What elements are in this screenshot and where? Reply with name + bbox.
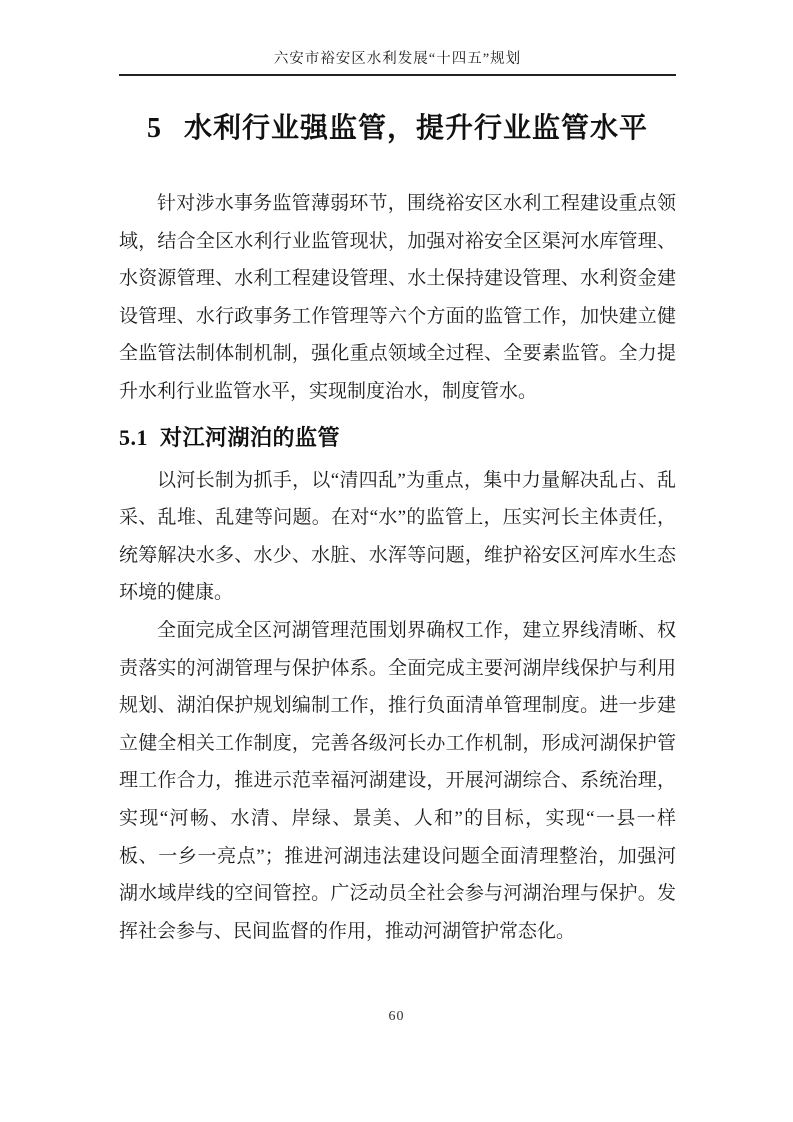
- chapter-number: 5: [146, 113, 162, 144]
- running-header: [119, 0, 676, 76]
- chapter-title: [119, 108, 676, 149]
- section-paragraph-1: 以河长制为抓手，以“清四乱”为重点，集中力量解决乱占、乱采、乱堆、乱建等问题。在对“水”的监管上，压实河长主体责任，统筹解决水多、水少、水脏、水浑等问题，维护裕安区河库水生态环境的健康。: [119, 469, 676, 604]
- section-heading: [119, 423, 676, 453]
- page-content: [119, 0, 676, 950]
- section-paragraph-2: 全面完成全区河湖管理范围划界确权工作，建立界线清晰、权责落实的河湖管理与保护体系。全面完成主要河湖岸线保护与利用规划、湖泊保护规划编制工作，推行负面清单管理制度。进一步建立健全相关工作制度，完善各级河长办工作机制，形成河湖保护管理工作合力，推进示范幸福河湖建设，开展河湖综合、系统治理，实现“河畅、水清、岸绿、景美、人和”的目标，实现“一县一样板、一乡一亮点”；推进河湖违法建设问题全面清理整治，加强河湖水域岸线的空间管控。广泛动员全社会参与河湖治理与保护。发挥社会参与、民间监督的作用，推动河湖管护常态化。: [119, 619, 676, 942]
- running-header-text: 六安市裕安区水利发展“十四五”规划: [273, 51, 522, 67]
- chapter-title-text: 水利行业强监管，提升行业监管水平: [183, 112, 648, 143]
- section-number: 5.1: [119, 424, 148, 450]
- chapter-intro-paragraph: 针对涉水事务监管薄弱环节，围绕裕安区水利工程建设重点领域，结合全区水利行业监管现状，加强对裕安全区渠河水库管理、水资源管理、水利工程建设管理、水土保持建设管理、水利资金建设管理、水行政事务工作管理等六个方面的监管工作，加快建立健全监管法制体制机制，强化重点领域全过程、全要素监管。全力提升水利行业监管水平，实现制度治水，制度管水。: [119, 193, 676, 402]
- section-title-text: 对江河湖泊的监管: [160, 424, 341, 450]
- page-footer: [0, 1007, 793, 1025]
- page-number: 60: [388, 1009, 405, 1024]
